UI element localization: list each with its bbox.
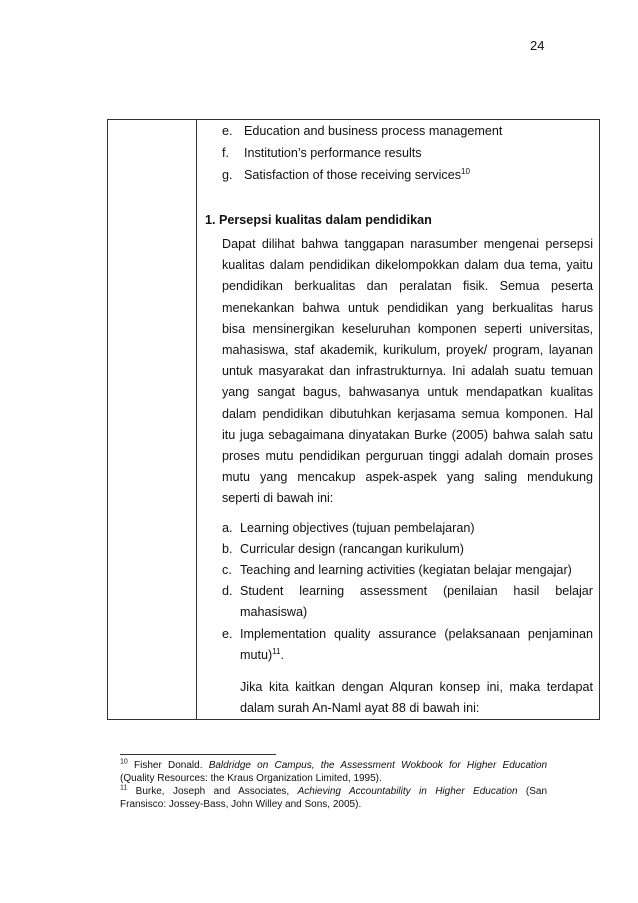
- paragraph-line: Dapat dilihat bahwa tanggapan narasumber mengenai persepsi: [222, 237, 593, 251]
- aspect-item-line: [240, 583, 593, 599]
- footnote-10: [120, 759, 547, 772]
- aspect-item-line: [240, 626, 593, 642]
- paragraph-line: yang sangat bagus, bahwasanya untuk mendapatkan kualitas: [222, 385, 593, 400]
- paragraph-line: seperti di bawah ini:: [222, 491, 334, 506]
- aspect-item-line: [240, 647, 284, 663]
- aspect-item-text: Teaching and learning activities (kegiatan belajar mengajar): [240, 563, 572, 577]
- footnote-ref-11: 11: [272, 646, 281, 656]
- list-item-e: Education and business process management: [244, 124, 503, 138]
- footnote-10-publisher: (Quality Resources: the Kraus Organization Limited, 1995).: [120, 773, 382, 784]
- list-marker-g: g.: [222, 168, 233, 182]
- paragraph-line: mutu yang mencakup aspek-aspek yang saling mendukung: [222, 470, 593, 485]
- aspect-item-line: [240, 541, 464, 557]
- aspect-item-text: Curricular design (rancangan kurikulum): [240, 541, 464, 556]
- aspect-marker: a.: [222, 520, 233, 535]
- closing-line: Jika kita kaitkan dengan Alquran konsep ini, maka terdapat: [240, 680, 593, 694]
- footnote-ref-10: 10: [461, 166, 470, 176]
- paragraph-line: itu juga sebagaimana dinyatakan Burke (2005) bahwa salah satu: [222, 427, 593, 442]
- paragraph-line: proses mutu pendidikan perguruan tinggi adalah domain proses: [222, 449, 593, 463]
- footnote-11: [120, 785, 547, 798]
- footnote-11-publisher: Fransisco: Jossey-Bass, John Willey and Sons, 2005).: [120, 799, 362, 810]
- footnote-rule: [120, 754, 276, 755]
- footnote-author: Burke, Joseph and Associates,: [135, 786, 298, 797]
- section-heading: 1. Persepsi kualitas dalam pendidikan: [205, 213, 432, 227]
- list-item-g: [244, 167, 470, 183]
- paragraph-line: menekankan bahwa untuk pendidikan yang berkualitas harus: [222, 300, 593, 315]
- aspect-item-line: [240, 604, 307, 620]
- aspect-item-period: .: [280, 647, 285, 662]
- aspect-item-text: mutu): [240, 647, 273, 662]
- closing-line: dalam surah An-Naml ayat 88 di bawah ini:: [240, 701, 480, 716]
- paragraph-line: pendidikan berkualitas dan peralatan fisik. Semua peserta: [222, 279, 593, 294]
- footnote-title-suffix: (San: [517, 786, 548, 797]
- list-marker-f: f.: [222, 146, 229, 160]
- aspect-item-text: Implementation quality assurance (pelaksanaan penjaminan: [240, 626, 593, 641]
- paragraph-line: mahasiswa, staf akademik, kurikulum, proyek/ program, layanan: [222, 343, 593, 357]
- footnote-title: Baldridge on Campus, the Assessment Wokbook for Higher Education: [208, 760, 548, 771]
- aspect-item-text: Learning objectives (tujuan pembelajaran): [240, 520, 475, 535]
- paragraph-line: untuk masyarakat dan infrastrukturnya. Ini adalah suatu temuan: [222, 364, 593, 379]
- aspect-marker: b.: [222, 541, 233, 556]
- list-item-f: Institution’s performance results: [244, 146, 422, 160]
- footnote-author: Fisher Donald.: [134, 760, 209, 771]
- paragraph-line: bisa mensinergikan keseluruhan komponen seperti universitas,: [222, 321, 593, 336]
- aspect-marker: c.: [222, 563, 232, 577]
- footnote-number: 10: [120, 758, 128, 766]
- aspect-item-line: [240, 520, 475, 536]
- page-number: 24: [530, 38, 545, 53]
- footnote-title: Achieving Accountability in Higher Education: [297, 786, 518, 797]
- list-marker-e: e.: [222, 124, 233, 138]
- aspect-item-line: [240, 562, 572, 578]
- table-column-divider: [196, 119, 197, 720]
- aspect-marker: e.: [222, 626, 233, 641]
- aspect-item-text: mahasiswa): [240, 605, 308, 620]
- aspect-item-text: Student learning assessment (penilaian hasil belajar: [240, 584, 593, 599]
- footnote-number: 11: [120, 784, 128, 792]
- list-item-g-text: Satisfaction of those receiving services: [244, 168, 461, 182]
- paragraph-line: dalam pendidikan dibutuhkan kerjasama semua komponen. Hal: [222, 406, 593, 421]
- paragraph-line: kualitas dalam pendidikan dikelompokkan dalam dua tema, yaitu: [222, 258, 593, 273]
- aspect-marker: d.: [222, 584, 233, 599]
